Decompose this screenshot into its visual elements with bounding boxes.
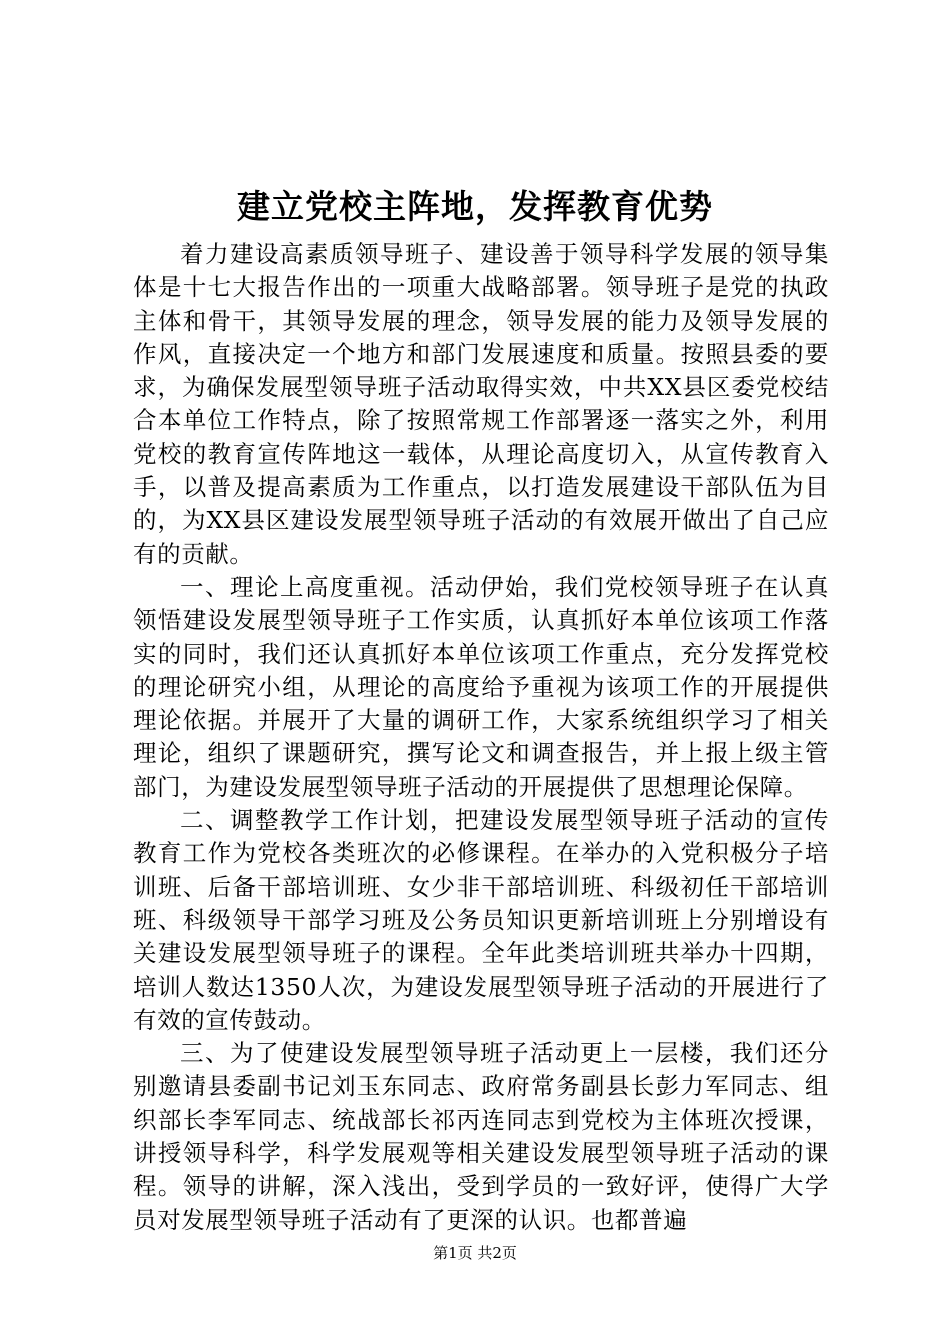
paragraph-section-2: 二、调整教学工作计划，把建设发展型领导班子活动的宣传教育工作为党校各类班次的必修课程。在举办的入党积极分子培训班、后备干部培训班、女少非干部培训班、科级初任干部培训班、科级领导干部学习班及公务员知识更新培训班上分别增设有关建设发展型领导班子的课程。全年此类培训班共举办十四期，培训人数达1350人次，为建设发展型领导班子活动的开展进行了有效的宣传鼓动。	[133, 806, 829, 1034]
paragraph-section-1: 一、理论上高度重视。活动伊始，我们党校领导班子在认真领悟建设发展型领导班子工作实质，认真抓好本单位该项工作落实的同时，我们还认真抓好本单位该项工作重点，充分发挥党校的理论研究小组，从理论的高度给予重视为该项工作的开展提供理论依据。并展开了大量的调研工作，大家系统组织学习了相关理论，组织了课题研究，撰写论文和调查报告，并上报上级主管部门，为建设发展型领导班子活动的开展提供了思想理论保障。	[133, 572, 829, 801]
paragraph-intro: 着力建设高素质领导班子、建设善于领导科学发展的领导集体是十七大报告作出的一项重大战略部署。领导班子是党的执政主体和骨干，其领导发展的理念，领导发展的能力及领导发展的作风，直接决定一个地方和部门发展速度和质量。按照县委的要求，为确保发展型领导班子活动取得实效，中共XX县区委党校结合本单位工作特点，除了按照常规工作部署逐一落实之外，利用党校的教育宣传阵地这一载体，从理论高度切入，从宣传教育入手，以普及提高素质为工作重点，以打造发展建设干部队伍为目的，为XX县区建设发展型领导班子活动的有效展开做出了自己应有的贡献。	[133, 240, 829, 568]
document-title: 建立党校主阵地，发挥教育优势	[237, 187, 713, 226]
page-number-footer: 第1页 共2页	[433, 1244, 517, 1262]
paragraph-section-3: 三、为了使建设发展型领导班子活动更上一层楼，我们还分别邀请县委副书记刘玉东同志、政府常务副县长彭力军同志、组织部长李军同志、统战部长祁丙连同志到党校为主体班次授课，讲授领导科学，科学发展观等相关建设发展型领导班子活动的课程。领导的讲解，深入浅出，受到学员的一致好评，使得广大学员对发展型领导班子活动有了更深的认识。也都普遍	[133, 1039, 829, 1234]
document-body	[133, 238, 829, 1237]
